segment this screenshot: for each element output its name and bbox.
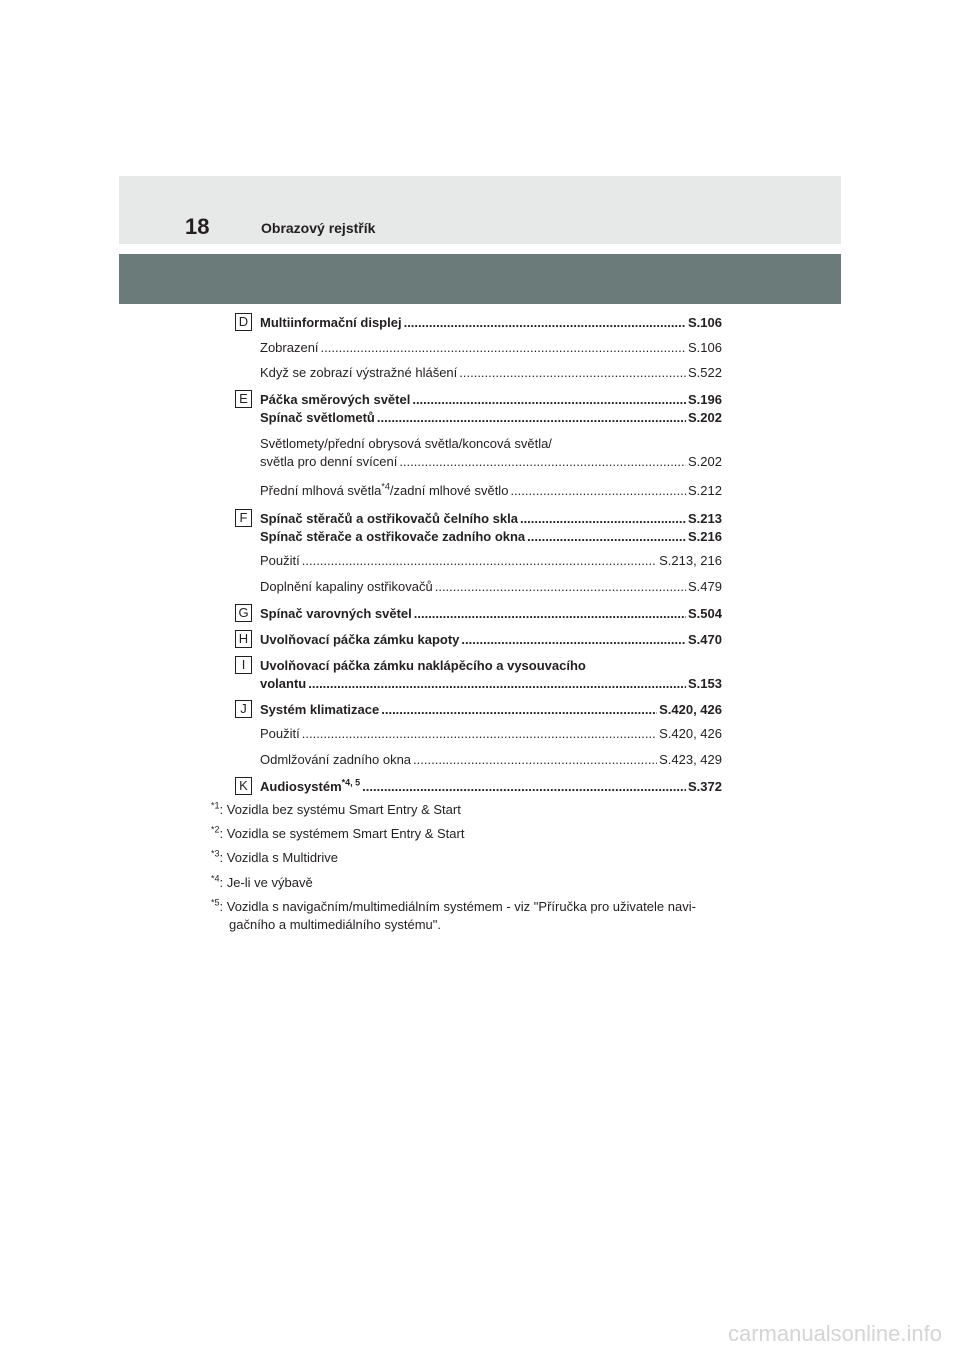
leader-dots xyxy=(302,726,657,741)
footnote-text: : Vozidla s navigačním/multimediálním systémem - viz "Příručka pro uživatele navi- xyxy=(219,899,696,914)
entry-mlhova[interactable] xyxy=(260,483,722,498)
entry-label: Přední mlhová světla xyxy=(260,483,382,498)
footnote-mark: *4 xyxy=(211,873,220,884)
footnote-text: : Vozidla bez systému Smart Entry & Start xyxy=(219,802,461,817)
entry-page: S.504 xyxy=(688,606,722,621)
letter-g: G xyxy=(235,604,252,622)
footnote-mark: *4 xyxy=(381,481,390,492)
entry-label: Audiosystém xyxy=(260,779,342,794)
leader-dots xyxy=(308,676,686,691)
footnote-mark: *3 xyxy=(211,848,220,859)
entry-svetlomety-line1: Světlomety/přední obrysová světla/koncová světla/ xyxy=(260,436,552,451)
leader-dots xyxy=(461,632,686,647)
entry-page: S.522 xyxy=(688,365,722,380)
leader-dots xyxy=(404,315,686,330)
entry-pouziti-klima[interactable] xyxy=(260,726,722,741)
leader-dots xyxy=(435,579,686,594)
entry-audio[interactable] xyxy=(260,779,722,794)
letter-d: D xyxy=(235,313,252,331)
entry-kapota[interactable] xyxy=(260,632,722,647)
entry-spinac-svetlometu[interactable] xyxy=(260,410,722,425)
letter-h: H xyxy=(235,630,252,648)
entry-page: S.153 xyxy=(688,676,722,691)
entry-doplneni[interactable] xyxy=(260,579,722,594)
footnote-5-continued: gačního a multimediálního systému". xyxy=(229,917,441,932)
entry-volant-line1: Uvolňovací páčka zámku naklápěcího a vysouvacího xyxy=(260,658,586,673)
leader-dots xyxy=(377,410,686,425)
leader-dots xyxy=(321,340,686,355)
entry-page: S.202 xyxy=(688,410,722,425)
entry-label: Spínač stěrače a ostřikovače zadního okna xyxy=(260,529,526,544)
entry-page: S.202 xyxy=(688,454,722,469)
entry-label: Zobrazení xyxy=(260,340,319,355)
footnote-3 xyxy=(211,850,338,865)
entry-label: Odmlžování zadního okna xyxy=(260,752,412,767)
entry-page: S.420, 426 xyxy=(659,702,722,717)
page-number: 18 xyxy=(185,214,210,239)
entry-label: Použití xyxy=(260,553,300,568)
entry-sterace-zadni[interactable] xyxy=(260,529,722,544)
leader-dots xyxy=(413,752,657,767)
footnote-2 xyxy=(211,826,464,841)
entry-page: S.106 xyxy=(688,315,722,330)
leader-dots xyxy=(362,779,686,794)
entry-page: S.470 xyxy=(688,632,722,647)
entry-page: S.216 xyxy=(688,529,722,544)
entry-label: Použití xyxy=(260,726,300,741)
leader-dots xyxy=(459,365,686,380)
letter-k: K xyxy=(235,777,252,795)
entry-packa-smer[interactable] xyxy=(260,392,722,407)
leader-dots xyxy=(399,454,686,469)
entry-label: Spínač stěračů a ostřikovačů čelního skla xyxy=(260,511,518,526)
leader-dots xyxy=(414,606,686,621)
footnote-mark: *1 xyxy=(211,800,220,811)
entry-zobrazeni[interactable] xyxy=(260,340,722,355)
entry-pouziti-sterace[interactable] xyxy=(260,553,722,568)
letter-f: F xyxy=(235,509,252,527)
entry-volant[interactable] xyxy=(260,676,722,691)
entry-label: volantu xyxy=(260,676,307,691)
letter-j: J xyxy=(235,700,252,718)
leader-dots xyxy=(520,511,686,526)
entry-page: S.420, 426 xyxy=(659,726,722,741)
entry-sterace-celni[interactable] xyxy=(260,511,722,526)
footnote-mark: *4, 5 xyxy=(341,777,361,788)
footnote-mark: *2 xyxy=(211,824,220,835)
leader-dots xyxy=(510,483,686,498)
entry-varovna[interactable] xyxy=(260,606,722,621)
letter-i: I xyxy=(235,656,252,674)
title-bar xyxy=(119,254,841,304)
entry-page: S.372 xyxy=(688,779,722,794)
watermark: carmanualsonline.info xyxy=(727,1321,942,1346)
leader-dots xyxy=(527,529,686,544)
leader-dots xyxy=(381,702,657,717)
entry-page: S.213 xyxy=(688,511,722,526)
leader-dots xyxy=(412,392,686,407)
section-title: Obrazový rejstřík xyxy=(261,220,376,236)
entry-label: Když se zobrazí výstražné hlášení xyxy=(260,365,458,380)
entry-page: S.479 xyxy=(688,579,722,594)
entry-label-cont: /zadní mlhové světlo xyxy=(389,483,509,498)
entry-label: Multiinformační displej xyxy=(260,315,402,330)
entry-page: S.213, 216 xyxy=(659,553,722,568)
entry-label: Systém klimatizace xyxy=(260,702,380,717)
entry-page: S.212 xyxy=(688,483,722,498)
footnote-mark: *5 xyxy=(211,897,220,908)
entry-vystrazne[interactable] xyxy=(260,365,722,380)
footnote-text: : Je-li ve výbavě xyxy=(219,875,313,890)
footnote-5 xyxy=(211,899,696,914)
footnote-text: : Vozidla se systémem Smart Entry & Start xyxy=(219,826,465,841)
header-band xyxy=(119,176,841,244)
entry-label: Uvolňovací páčka zámku kapoty xyxy=(260,632,460,647)
entry-label: Doplnění kapaliny ostřikovačů xyxy=(260,579,433,594)
leader-dots xyxy=(302,553,657,568)
footnote-text: : Vozidla s Multidrive xyxy=(219,850,339,865)
entry-odmlzovani[interactable] xyxy=(260,752,722,767)
entry-page: S.423, 429 xyxy=(659,752,722,767)
letter-e: E xyxy=(235,390,252,408)
entry-klimatizace[interactable] xyxy=(260,702,722,717)
footnote-1 xyxy=(211,802,461,817)
entry-label: Páčka směrových světel xyxy=(260,392,411,407)
entry-label: Spínač varovných světel xyxy=(260,606,412,621)
entry-page: S.196 xyxy=(688,392,722,407)
entry-multiinfo[interactable] xyxy=(260,315,722,330)
entry-page: S.106 xyxy=(688,340,722,355)
entry-svetlomety[interactable] xyxy=(260,454,722,469)
entry-label: Spínač světlometů xyxy=(260,410,375,425)
entry-label: světla pro denní svícení xyxy=(260,454,398,469)
footnote-4 xyxy=(211,875,313,890)
